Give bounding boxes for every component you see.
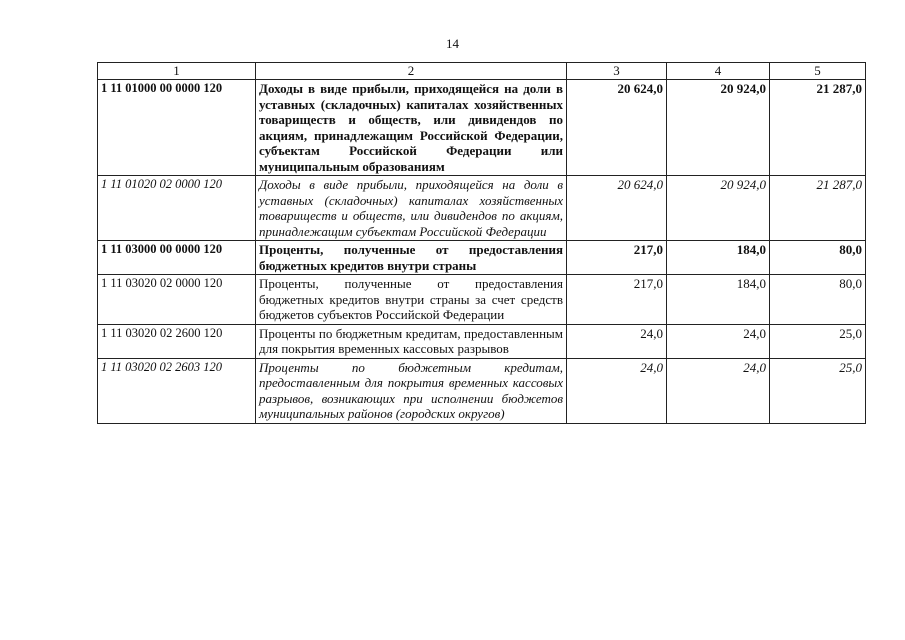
- budget-code: 1 11 03020 02 2603 120: [98, 358, 256, 423]
- budget-code: 1 11 01020 02 0000 120: [98, 176, 256, 241]
- revenue-name: Доходы в виде прибыли, приходящейся на доли в уставных (складочных) капиталах хозяйственных товариществ и обществ, или дивидендов по акциям, принадлежащим субъектам Российской Федерации: [256, 176, 567, 241]
- table-row: [98, 324, 866, 358]
- value-col-5: 25,0: [770, 324, 866, 358]
- value-col-4: 184,0: [667, 275, 770, 325]
- value-col-3: 24,0: [567, 358, 667, 423]
- value-col-3: 217,0: [567, 275, 667, 325]
- value-col-3: 217,0: [567, 241, 667, 275]
- budget-revenue-table: [97, 62, 866, 424]
- revenue-name: Проценты, полученные от предоставления бюджетных кредитов внутри страны: [256, 241, 567, 275]
- column-header-3: 3: [567, 63, 667, 80]
- table-row: [98, 176, 866, 241]
- budget-code: 1 11 03000 00 0000 120: [98, 241, 256, 275]
- value-col-5: 80,0: [770, 275, 866, 325]
- revenue-name: Проценты по бюджетным кредитам, предоставленным для покрытия временных кассовых разрывов: [256, 324, 567, 358]
- budget-code: 1 11 03020 02 0000 120: [98, 275, 256, 325]
- value-col-4: 24,0: [667, 358, 770, 423]
- revenue-name: Проценты по бюджетным кредитам, предоставленным для покрытия временных кассовых разрывов, возникающих при исполнении бюджетов муниципальных районов (городских округов): [256, 358, 567, 423]
- value-col-3: 20 624,0: [567, 176, 667, 241]
- table-row: [98, 241, 866, 275]
- table-body: [98, 80, 866, 424]
- column-number-header: [98, 63, 866, 80]
- column-header-4: 4: [667, 63, 770, 80]
- value-col-5: 80,0: [770, 241, 866, 275]
- page-number: 14: [446, 36, 459, 51]
- table-row: [98, 80, 866, 176]
- budget-code: 1 11 01000 00 0000 120: [98, 80, 256, 176]
- value-col-4: 24,0: [667, 324, 770, 358]
- value-col-5: 21 287,0: [770, 176, 866, 241]
- table-row: [98, 275, 866, 325]
- value-col-4: 20 924,0: [667, 176, 770, 241]
- revenue-name: Доходы в виде прибыли, приходящейся на доли в уставных (складочных) капиталах хозяйственных товариществ и обществ, или дивидендов по акциям, принадлежащим Российской Федерации, субъектам Российской Федерации или муниципальным образованиям: [256, 80, 567, 176]
- value-col-4: 20 924,0: [667, 80, 770, 176]
- table-row: [98, 358, 866, 423]
- value-col-5: 25,0: [770, 358, 866, 423]
- column-header-1: 1: [98, 63, 256, 80]
- budget-code: 1 11 03020 02 2600 120: [98, 324, 256, 358]
- column-header-2: 2: [256, 63, 567, 80]
- revenue-name: Проценты, полученные от предоставления бюджетных кредитов внутри страны за счет средств бюджетов субъектов Российской Федерации: [256, 275, 567, 325]
- value-col-4: 184,0: [667, 241, 770, 275]
- value-col-5: 21 287,0: [770, 80, 866, 176]
- value-col-3: 20 624,0: [567, 80, 667, 176]
- column-header-5: 5: [770, 63, 866, 80]
- value-col-3: 24,0: [567, 324, 667, 358]
